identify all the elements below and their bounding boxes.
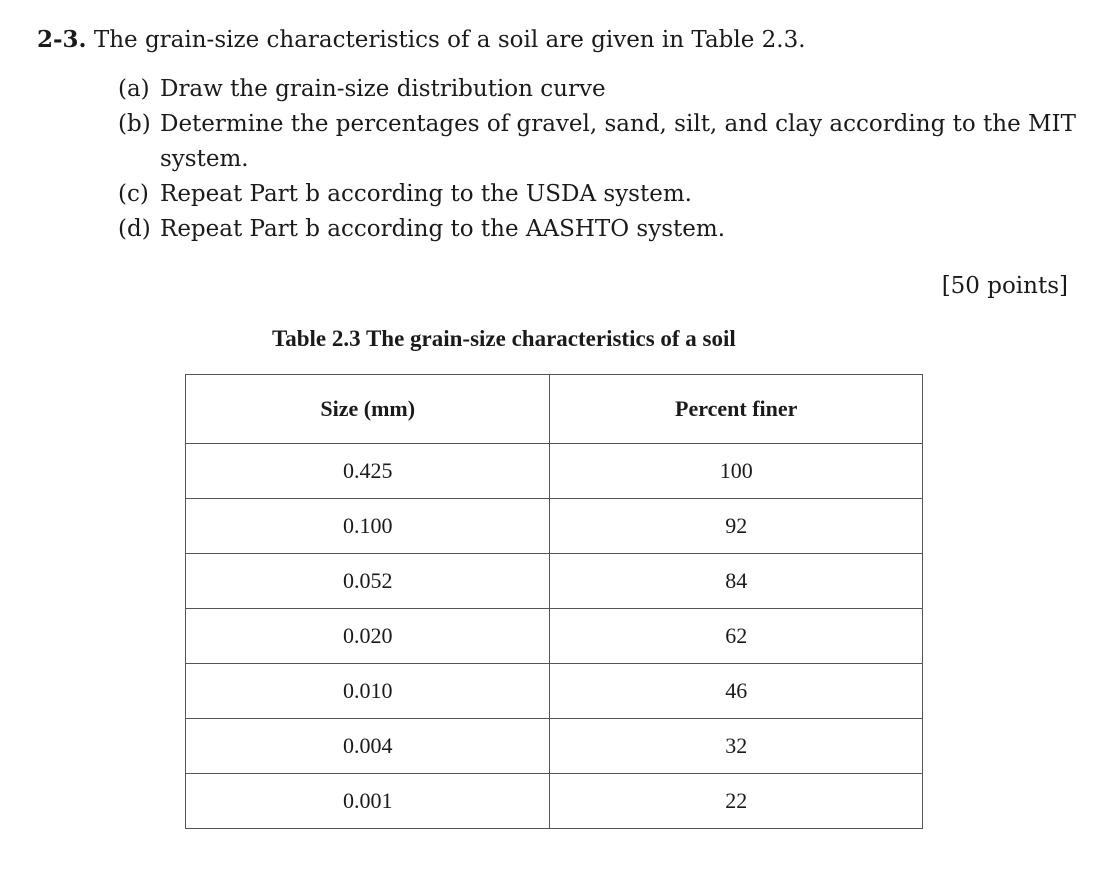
table-row xyxy=(186,444,923,499)
part-c xyxy=(118,177,1088,212)
percent-finer-cell: 62 xyxy=(550,609,923,664)
table-caption: Table 2.3 The grain-size characteristics of a soil xyxy=(272,326,736,351)
part-text: Repeat Part b according to the USDA system. xyxy=(160,181,692,207)
size-cell: 0.020 xyxy=(186,609,550,664)
grain-size-table xyxy=(185,374,923,829)
percent-finer-cell: 84 xyxy=(550,554,923,609)
percent-finer-cell: 32 xyxy=(550,719,923,774)
size-cell: 0.100 xyxy=(186,499,550,554)
percent-finer-cell: 22 xyxy=(550,774,923,829)
size-cell: 0.010 xyxy=(186,664,550,719)
table-row xyxy=(186,554,923,609)
part-marker: (c) xyxy=(118,181,149,207)
percent-finer-cell: 92 xyxy=(550,499,923,554)
part-b xyxy=(118,107,1088,177)
points-label: [50 points] xyxy=(941,273,1068,299)
table-row xyxy=(186,609,923,664)
column-header-size: Size (mm) xyxy=(186,375,550,444)
size-cell: 0.425 xyxy=(186,444,550,499)
problem-header xyxy=(37,22,806,58)
table-row xyxy=(186,719,923,774)
size-cell: 0.004 xyxy=(186,719,550,774)
problem-number: 2-3. xyxy=(37,26,87,53)
percent-finer-cell: 46 xyxy=(550,664,923,719)
table-header-row xyxy=(186,375,923,444)
size-cell: 0.052 xyxy=(186,554,550,609)
part-a xyxy=(118,72,1088,107)
table-row xyxy=(186,774,923,829)
part-text: Repeat Part b according to the AASHTO system. xyxy=(160,216,726,242)
part-marker: (a) xyxy=(118,76,150,102)
column-header-percent-finer: Percent finer xyxy=(550,375,923,444)
part-marker: (b) xyxy=(118,111,151,137)
part-text: Determine the percentages of gravel, sand, silt, and clay according to the MIT system. xyxy=(160,111,1076,172)
size-cell: 0.001 xyxy=(186,774,550,829)
problem-statement: The grain-size characteristics of a soil are given in Table 2.3. xyxy=(93,27,806,53)
problem-parts xyxy=(118,72,1088,247)
table-row xyxy=(186,499,923,554)
table-row xyxy=(186,664,923,719)
part-marker: (d) xyxy=(118,216,151,242)
part-text: Draw the grain-size distribution curve xyxy=(160,76,606,102)
part-d xyxy=(118,212,1088,247)
percent-finer-cell: 100 xyxy=(550,444,923,499)
